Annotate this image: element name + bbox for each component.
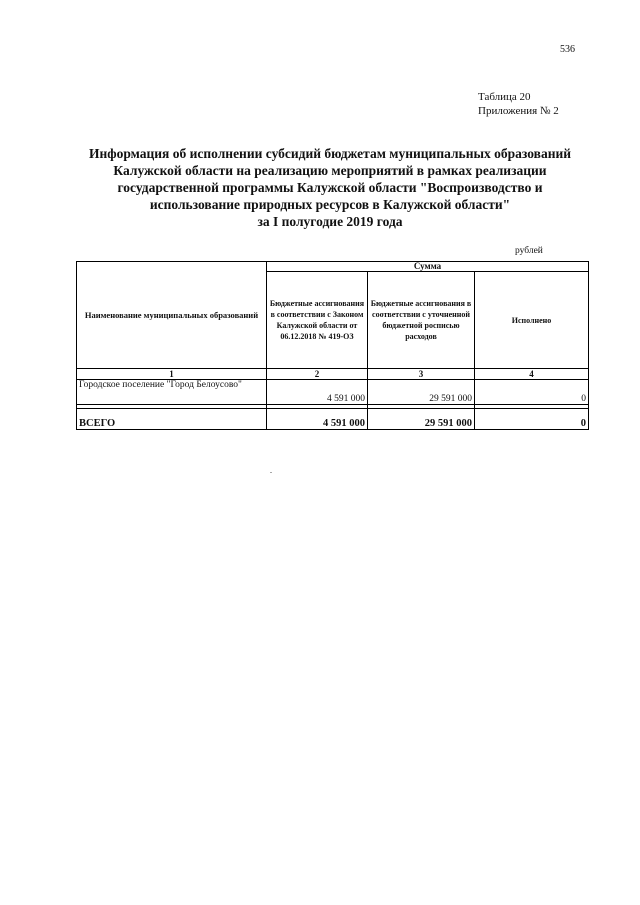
column-number-row [77,369,589,380]
total-label: ВСЕГО [77,409,267,430]
column-number: 3 [368,369,475,380]
total-law-allocation: 4 591 000 [267,409,368,430]
total-row [77,409,589,430]
document-title [80,145,580,230]
table-reference [478,90,559,118]
title-period-line: за I полугодие 2019 года [257,214,403,229]
column-number: 4 [475,369,589,380]
units-label: рублей [515,246,543,256]
total-executed: 0 [475,409,589,430]
scan-speck: . [270,466,272,475]
table-row [77,380,589,405]
header-revised-allocations: Бюджетные ассигнования в соответствии с уточненной бюджетной росписью расходов [368,272,475,369]
header-executed: Исполнено [475,272,589,369]
municipality-name: Городское поселение "Город Белоусово" [77,380,267,405]
column-number: 2 [267,369,368,380]
title-line: Информация об исполнении субсидий бюджетам муниципальных образований [88,146,572,161]
page-number: 536 [560,44,575,55]
header-law-allocations: Бюджетные ассигнования в соответствии с Законом Калужской области от 06.12.2018 № 419-ОЗ [267,272,368,369]
header-sum: Сумма [267,262,589,272]
title-line: использование природных ресурсов в Калужской области" [149,197,511,212]
header-municipality: Наименование муниципальных образований [77,262,267,369]
table-reference-line: Таблица 20 [478,91,531,103]
title-line: Калужской области на реализацию мероприятий в рамках реализации [113,163,547,178]
appendix-reference-line: Приложения № 2 [478,105,559,117]
column-number: 1 [77,369,267,380]
law-allocation-value: 4 591 000 [267,380,368,405]
title-line: государственной программы Калужской области "Воспроизводство и [117,180,543,195]
executed-value: 0 [475,380,589,405]
revised-allocation-value: 29 591 000 [368,380,475,405]
subsidy-table [76,261,589,430]
total-revised-allocation: 29 591 000 [368,409,475,430]
